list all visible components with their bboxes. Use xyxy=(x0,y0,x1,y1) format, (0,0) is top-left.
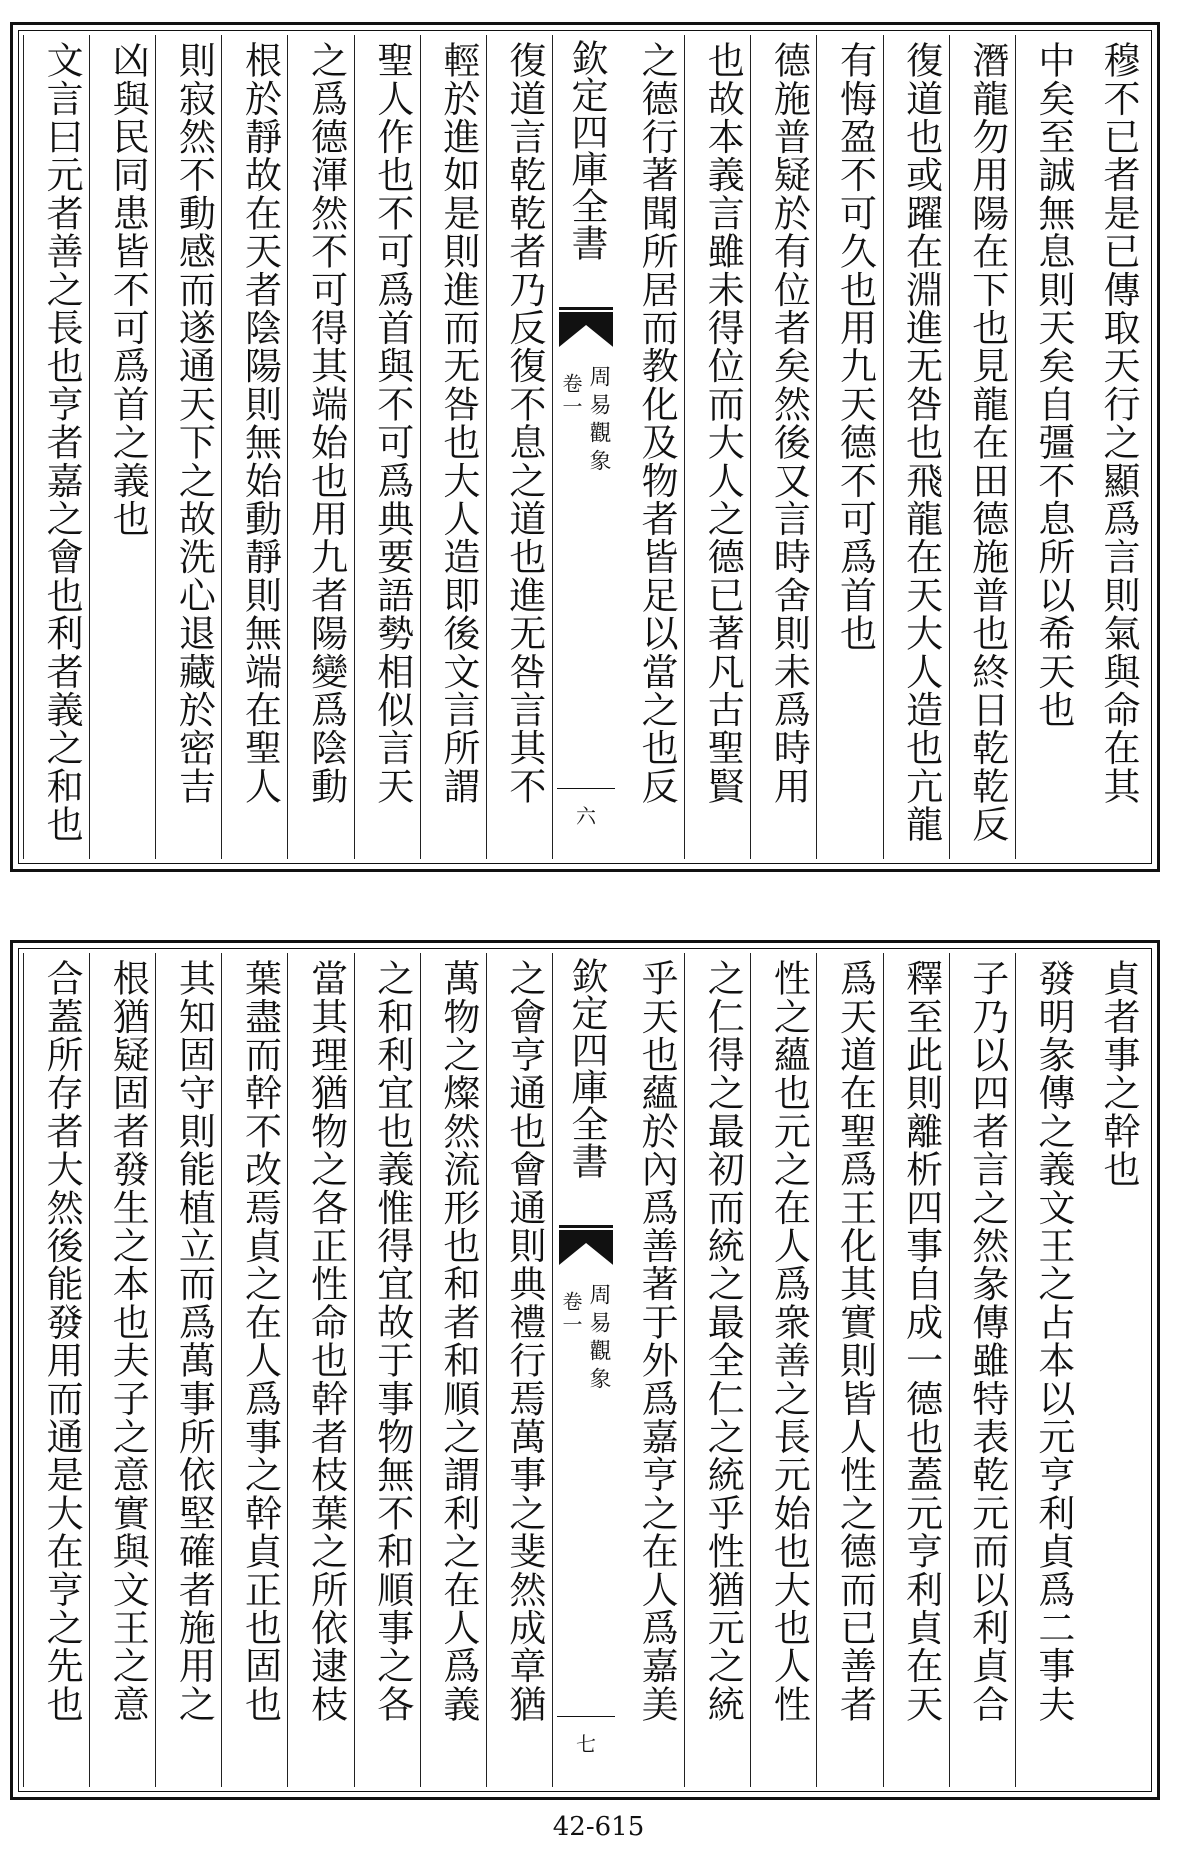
text-column xyxy=(354,953,421,1787)
fish-tail-mark-icon xyxy=(559,307,613,351)
column-text: 貞者事之幹也 xyxy=(1096,959,1140,1189)
text-column xyxy=(221,953,288,1787)
column-text: 也故本義言雖未得位而大人之德已著凡古聖賢 xyxy=(701,41,745,805)
text-column xyxy=(420,35,487,859)
text-column xyxy=(1015,953,1082,1787)
center-meta xyxy=(553,1283,619,1403)
column-text: 潛龍勿用陽在下也見龍在田德施普也終日乾乾反 xyxy=(965,41,1009,844)
column-text: 有悔盈不可久也用九天德不可爲首也 xyxy=(833,41,877,653)
column-text: 復道也或躍在淵進无咎也飛龍在天大人造也亢龍 xyxy=(899,41,943,844)
text-column xyxy=(89,35,156,859)
text-column xyxy=(23,953,90,1787)
column-text: 之會亨通也會通則典禮行焉萬事之斐然成章猶 xyxy=(502,959,546,1723)
text-column xyxy=(354,35,421,859)
work-title: 周易觀象 xyxy=(586,1283,612,1395)
column-text: 發明彖傳之義文王之占本以元亨利貞爲二事夫 xyxy=(1031,959,1075,1723)
text-column xyxy=(420,953,487,1787)
center-rule xyxy=(557,788,615,790)
text-column xyxy=(1081,35,1147,859)
juan-label: 卷一 xyxy=(559,1291,584,1337)
column-text: 凶與民同患皆不可爲首之義也 xyxy=(106,41,150,538)
text-column xyxy=(287,35,354,859)
column-text: 其知固守則能植立而爲萬事所依堅確者施用之 xyxy=(172,959,216,1723)
text-column xyxy=(155,35,222,859)
fish-tail-mark-icon xyxy=(559,1225,613,1269)
book-title: 欽定四庫全書 xyxy=(565,957,609,1179)
work-title: 周易觀象 xyxy=(586,365,612,477)
column-text: 爲天道在聖爲王化其實則皆人性之德而已善者 xyxy=(833,959,877,1723)
upper-page xyxy=(10,22,1160,872)
column-text: 當其理猶物之各正性命也幹者枝葉之所依逮枝 xyxy=(304,959,348,1723)
volume-page-label: 42-615 xyxy=(552,1812,645,1842)
text-column xyxy=(750,953,817,1787)
text-column xyxy=(949,35,1016,859)
text-column xyxy=(155,953,222,1787)
text-column xyxy=(89,953,156,1787)
column-text: 萬物之燦然流形也和者和順之謂利之在人爲義 xyxy=(436,959,480,1723)
text-column xyxy=(816,35,883,859)
text-column xyxy=(816,953,883,1787)
text-column xyxy=(883,953,950,1787)
column-text: 聖人作也不可爲首與不可爲典要語勢相似言天 xyxy=(370,41,414,805)
column-text: 乎天也蘊於內爲善著于外爲嘉亨之在人爲嘉美 xyxy=(635,959,679,1723)
text-column xyxy=(684,35,751,859)
column-text: 釋至此則離析四事自成一德也蓋元亨利貞在天 xyxy=(899,959,943,1723)
column-text: 德施普疑於有位者矣然後又言時舍則未爲時用 xyxy=(767,41,811,805)
center-meta xyxy=(553,365,619,485)
center-fold-column xyxy=(552,35,619,859)
column-text: 合蓋所存者大然後能發用而通是大在亨之先也 xyxy=(40,959,84,1723)
center-fold-column xyxy=(552,953,619,1787)
text-column xyxy=(618,35,685,859)
text-columns-lower xyxy=(23,953,1147,1787)
text-column xyxy=(750,35,817,859)
center-rule xyxy=(557,1716,615,1718)
column-text: 性之蘊也元之在人爲衆善之長元始也大也人性 xyxy=(767,959,811,1723)
juan-label: 卷一 xyxy=(559,373,584,419)
text-column xyxy=(287,953,354,1787)
column-text: 則寂然不動感而遂通天下之故洗心退藏於密吉 xyxy=(172,41,216,805)
column-text: 之和利宜也義惟得宜故于事物無不和順事之各 xyxy=(370,959,414,1723)
text-column xyxy=(221,35,288,859)
text-column xyxy=(949,953,1016,1787)
column-text: 根猶疑固者發生之本也夫子之意實與文王之意 xyxy=(106,959,150,1723)
folio-number: 六 xyxy=(575,804,596,828)
column-text: 之德行著聞所居而教化及物者皆足以當之也反 xyxy=(635,41,679,805)
text-column xyxy=(883,35,950,859)
column-text: 根於靜故在天者陰陽則無始動靜則無端在聖人 xyxy=(238,41,282,805)
column-text: 穆不已者是已傳取天行之顯爲言則氣與命在其 xyxy=(1096,41,1140,805)
text-column xyxy=(1015,35,1082,859)
column-text: 葉盡而幹不改焉貞之在人爲事之幹貞正也固也 xyxy=(238,959,282,1723)
column-text: 中矣至誠無息則天矣自彊不息所以希天也 xyxy=(1031,41,1075,729)
column-text: 之爲德渾然不可得其端始也用九者陽變爲陰動 xyxy=(304,41,348,805)
text-column xyxy=(486,953,553,1787)
column-text: 子乃以四者言之然彖傳雖特表乾元而以利貞合 xyxy=(965,959,1009,1723)
book-title: 欽定四庫全書 xyxy=(565,39,609,261)
lower-page xyxy=(10,940,1160,1800)
text-column xyxy=(1081,953,1147,1787)
text-columns-upper xyxy=(23,35,1147,859)
column-text: 輕於進如是則進而无咎也大人造即後文言所謂 xyxy=(436,41,480,805)
text-column xyxy=(486,35,553,859)
column-text: 復道言乾乾者乃反復不息之道也進无咎言其不 xyxy=(502,41,546,805)
column-text: 文言曰元者善之長也亨者嘉之會也利者義之和也 xyxy=(40,41,84,844)
folio-number: 七 xyxy=(575,1732,596,1756)
text-column xyxy=(23,35,90,859)
text-column xyxy=(618,953,685,1787)
text-column xyxy=(684,953,751,1787)
column-text: 之仁得之最初而統之最全仁之統乎性猶元之統 xyxy=(701,959,745,1723)
